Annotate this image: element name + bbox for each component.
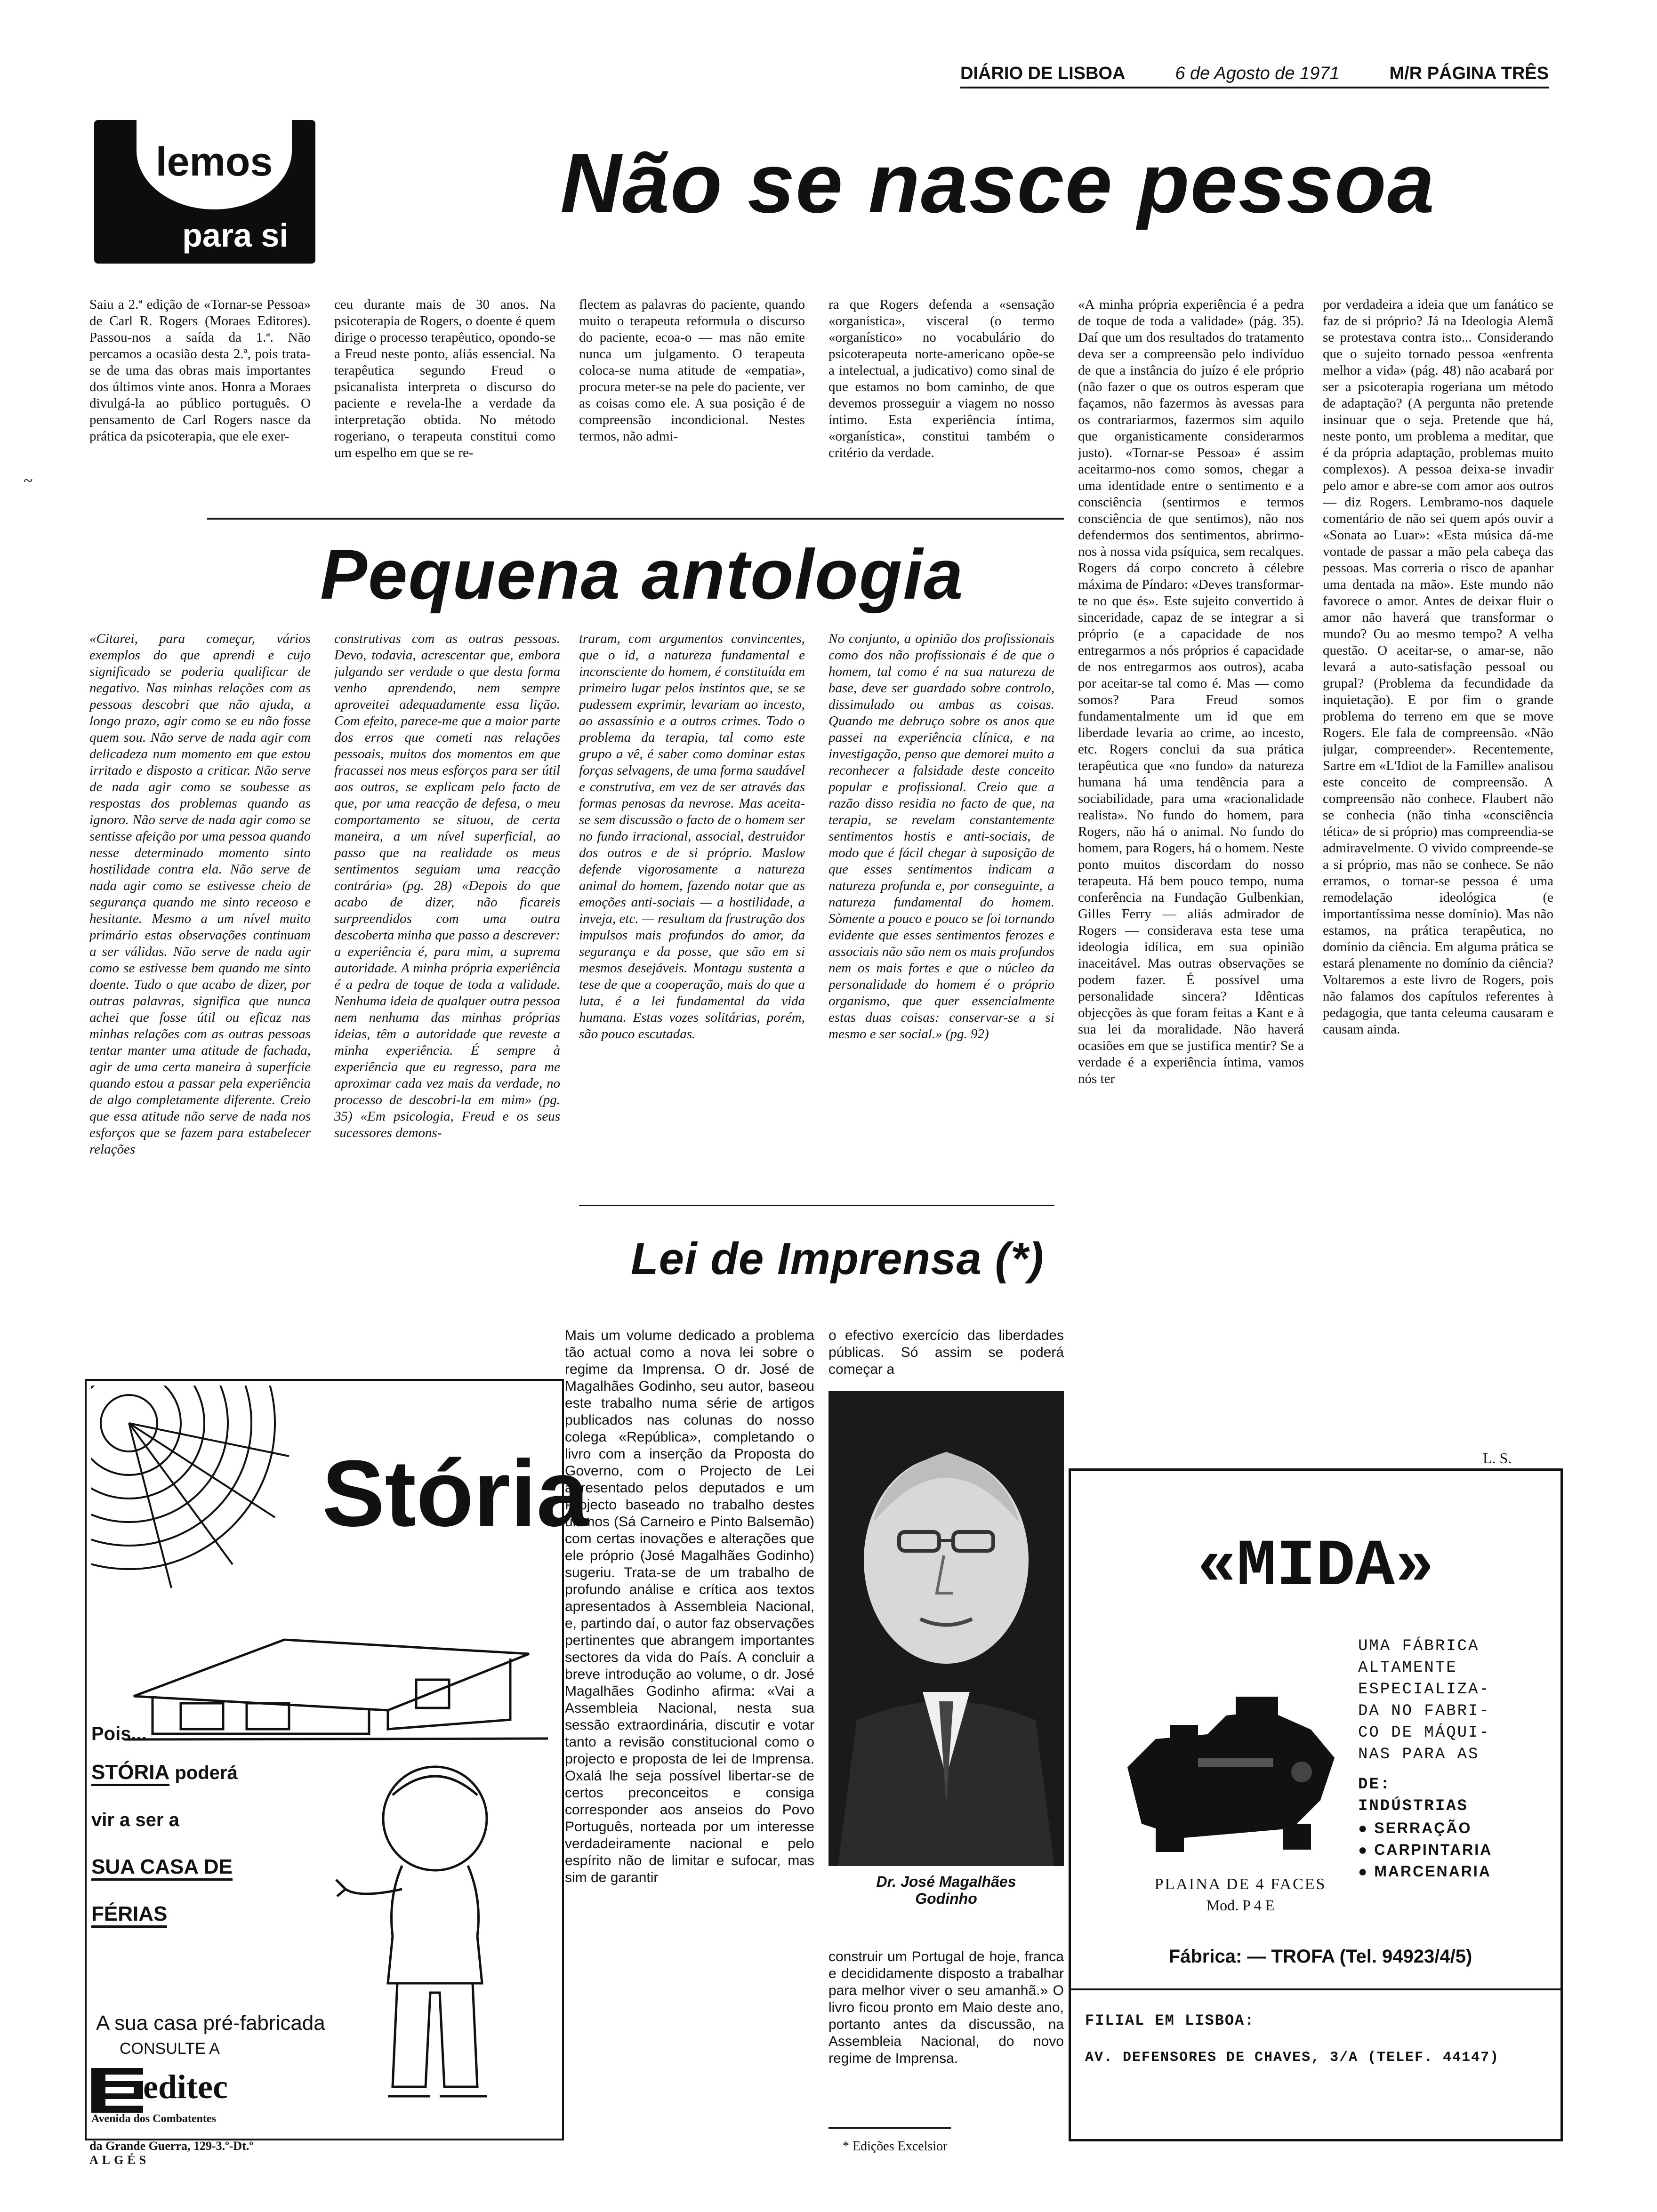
logo-line2: para si bbox=[182, 217, 289, 254]
caption-line2: Godinho bbox=[915, 1890, 977, 1907]
storia-line-podera: poderá bbox=[175, 1763, 238, 1783]
lemos-para-si-logo bbox=[94, 120, 315, 264]
mida-item-1: SERRAÇÃO bbox=[1374, 1819, 1472, 1836]
mida-rule bbox=[1071, 1988, 1560, 1990]
main-col-2: ceu durante mais de 30 anos. Na psicoterapia de Rogers, o doente é quem dirige o processo terapêutico, opondo-se a Freud neste ponto, aliás essencial. Na terapêutica segundo Freud o psicanalista interpreta o discurso do paciente e revela-lhe a verdade da interpretação obtida. No método rogeriano, o terapeuta constitui como um espelho em que se re- bbox=[334, 297, 555, 460]
lei-col-1: Mais um volume dedicado a problema tão actual como a nova lei sobre o regime da Imprensa. O dr. José de Magalhães Godinho, seu autor, baseou este trabalho numa série de artigos publicados nas colunas do nosso colega «República», completando o livro com a inserção da Proposta do Governo, com o Projecto de Lei apresentado pelos deputados e um Projecto baseado no trabalho destes últimos (Sá Carneiro e Pinto Balsemão) com certas inovações e alterações que ele próprio (José Magalhães Godinho) sugeriu. Trata-se de um trabalho de profundo análise e crítica aos textos apresentados à Assembleia Nacional, e, partindo daí, o autor faz observações pertinentes que abrangem importantes sectores da vida do País. A concluir a breve introdução ao volume, o dr. José Magalhães Godinho afirma: «Vai a Assembleia Nacional, nesta sua sessão extraordinária, discutir e votar tanto a revisão constitucional como o projecto e proposta de lei de Imprensa. Oxalá lhe seja possível libertar-se de certos preconceitos e consiga corresponder aos anseios do Povo Português, norteada por um interesse verdadeiramente nacional e pelo espírito não de limitar e sufocar, mas sim de garantir bbox=[565, 1328, 814, 1885]
main-title: Não se nasce pessoa bbox=[560, 136, 1436, 231]
page-label: M/R PÁGINA TRÊS bbox=[1389, 64, 1549, 83]
storia-line-vir: vir a ser a bbox=[91, 1810, 179, 1830]
antologia-col-2: construtivas com as outras pessoas. Devo, todavia, acrescentar que, embora julgando ser verdade o que desta forma venho aprendendo, nem sempre aproveitei adequadamente essa lição. Com efeito, parece-me que a maior parte dos erros que cometi nas relações pessoais, muitos dos momentos em que fracassei nos meus esforços para ser útil aos outros, se explicam pelo facto de que, por uma reacção de defesa, o meu comportamento se situou, de certa maneira, a um nível superficial, ao passo que na realidade os meus sentimentos seguiam uma reacção contrária» (pg. 28) «Depois do que acabo de dizer, não ficareis surpreendidos com uma outra descoberta minha que passo a descrever: a experiência é, para mim, a suprema autoridade. A minha própria experiência é a pedra de toque de toda a validade. Nenhuma ideia de qualquer outra pessoa nem nenhuma das minhas próprias ideias, têm a autoridade que reveste a minha experiência. É sempre à experiência que eu regresso, para me aproximar cada vez mais da verdade, no processo de descobri-la em mim» (pg. 35) «Em psicologia, Freud e os seus sucessores demons- bbox=[334, 631, 560, 1140]
mida-desc-6: NAS PARA AS bbox=[1358, 1746, 1480, 1763]
storia-ad bbox=[85, 1379, 589, 2140]
editec-address-1: Avenida dos Combatentes bbox=[91, 2113, 216, 2125]
article-signature: L. S. bbox=[1483, 1450, 1512, 1467]
mida-filial: FILIAL EM LISBOA: bbox=[1085, 2012, 1255, 2029]
main-col-3: flectem as palavras do paciente, quando muito o terapeuta reformula o discurso do paciente, ecoa-o — mas não emite nunca um julgamento. O terapeuta coloca-se numa atitude de «empatia», procura meter-se na pele do paciente, ver as coisas como ele. A sua posição é de compreensão incondicional. Nestes termos, não admi- bbox=[579, 297, 805, 444]
portrait-photo bbox=[828, 1391, 1064, 1866]
mida-brand: «MIDA» bbox=[1197, 1530, 1435, 1604]
mida-address: AV. DEFENSORES DE CHAVES, 3/A (TELEF. 44147) bbox=[1085, 2050, 1500, 2066]
mida-desc-2: ALTAMENTE bbox=[1358, 1659, 1457, 1677]
antologia-col-4: No conjunto, a opinião dos profissionais como dos não profissionais é de que o homem, tal como é na sua natureza de base, deve ser guardado sobre controlo, dissimulado ou ambas as coisas. Quando me debruço sobre os anos que passei na experiência clínica, e na investigação, penso que demorei muito a reconhecer a falsidade deste conceito popular e profissional. Creio que a razão disso residia no facto de que, na terapia, se revelam constantemente sentimentos hostis e anti-sociais, de modo que é fácil chegar à suposição de que esses sentimentos indicam a natureza profunda e, por conseguinte, a natureza fundamental do homem. Sòmente a pouco e pouco se foi tornando evidente que esses sentimentos ferozes e associais não são nem os mais profundos nem os mais fortes e que o núcleo da personalidade do homem é o próprio organismo, que quer essencialmente estas duas coisas: conservar-se a si mesmo e ser social.» (pg. 92) bbox=[828, 631, 1054, 1042]
mida-de: DE: bbox=[1358, 1776, 1392, 1794]
storia-line-storia: STÓRIA bbox=[91, 1761, 169, 1786]
main-col-4: ra que Rogers defenda a «sensação «organística», visceral (o termo «organístico» no vocabulário do psicoterapeuta norte-americano opõe-se a intelectual, a judicativo) como sinal de que estamos no bom caminho, de que devemos prosseguir a viagem no nosso íntimo. Esta experiência íntima, «organística», constitui também o critério da verdade. bbox=[828, 297, 1054, 460]
mida-desc-1: UMA FÁBRICA bbox=[1358, 1637, 1480, 1655]
footnote: * Edições Excelsior bbox=[843, 2139, 948, 2154]
lei-col-2-bottom: construir um Portugal de hoje, franca e decididamente disposto a trabalhar para melhor viver o seu amanhã.» O livro ficou pronto em Maio deste ano, portanto antes da discussão, na Assembleia Nacional, do novo regime de Imprensa. bbox=[828, 1949, 1064, 2066]
storia-brand: Stória bbox=[322, 1441, 589, 1546]
issue-date: 6 de Agosto de 1971 bbox=[1175, 64, 1340, 83]
paper-name: DIÁRIO DE LISBOA bbox=[960, 64, 1126, 83]
main-col-1: Saiu a 2.ª edição de «Tornar-se Pessoa» de Carl R. Rogers (Moraes Editores). Passou-nos a saída da 1.ª. Não percamos a ocasião desta 2.ª, pois trata-se de uma das obras mais importantes dos últimos vinte anos. Honra a Moraes divulgá-la ao público português. O pensamento de Carl Rogers nasce da prática da psicoterapia, que ele exer- bbox=[89, 297, 311, 444]
margin-mark: ~ bbox=[24, 471, 33, 490]
footnote-rule bbox=[828, 2127, 951, 2129]
mida-model: Mod. P 4 E bbox=[1206, 1897, 1275, 1914]
section-rule bbox=[207, 518, 1064, 520]
storia-line-sua: SUA CASA DE bbox=[91, 1855, 233, 1881]
mida-item-2: CARPINTARIA bbox=[1374, 1841, 1493, 1858]
main-col-5: «A minha própria experiência é a pedra de toque de toda a validade» (pág. 35). Daí que um dos resultados do tratamento deva ser a compreensão pelo indivíduo de que a instância do juízo é ele próprio (não fazer o que os outros esperam que façamos, não fazermos às avessas para os contrariarmos, fazermos sim aquilo que organisticamente considerarmos justo). «Tornar-se Pessoa» é assim aceitarmo-nos como somos, chegar a uma identidade entre o sentimento e a consciência (sentirmos e termos consciência de que sentimos), não nos defendermos dos sentimentos, abrirmo-nos à nossa vida psíquica, sem recalques. Rogers dá corpo concreto à célebre máxima de Píndaro: «Deves transformar-te no que és». Este sujeito convertido à sinceridade, capaz de se integrar a si próprio (e a capacidade de nos entregarmos a nós próprios é capacidade de nos entregarmos aos outros), acaba por aceitar-se tal como é. Mas — como somos? Para Freud somos fundamentalmente um id que em liberdade levaria ao crime, ao incesto, etc. Rogers conclui da sua prática terapêutica que «no fundo» da natureza humana há uma tendência para a sociabilidade, para uma «racionalidade realista». No fundo do homem, para Rogers, não há o animal. No fundo do homem, para Rogers, há o homem. Neste ponto muitos discordam do nosso terapeuta. Há bem pouco tempo, numa conferência na Fundação Gulbenkian, Gilles Ferry — aliás admirador de Rogers — considerava esta tese uma ideologia idílica, em sua opinião inaceitável. Mas outras observações se podem fazer. É possível uma personalidade sincera? Idênticas objecções às que foram feitas a Kant e à sua lei da moralidade. Não haverá ocasiões em que se justifica mentir? Se a verdade é a experiência íntima, vamos nós ter bbox=[1078, 297, 1304, 1086]
lei-title: Lei de Imprensa (*) bbox=[631, 1234, 1044, 1284]
storia-pois: Pois... bbox=[91, 1723, 147, 1744]
mida-desc-5: CO DE MÁQUI- bbox=[1358, 1724, 1490, 1742]
caption-line1: Dr. José Magalhães bbox=[876, 1873, 1016, 1890]
mida-item-3: MARCENARIA bbox=[1374, 1863, 1491, 1880]
editec-address-2: da Grande Guerra, 129-3.º-Dt.º bbox=[89, 2139, 253, 2153]
editec-name: editec bbox=[143, 2068, 228, 2106]
antologia-col-1: «Citarei, para começar, vários exemplos do que aprendi e cujo significado se poderia qualificar de negativo. Nas minhas relações com as pessoas descobri que não ajuda, a longo prazo, agir como se eu não fosse quem sou. Não serve de nada agir com delicadeza num momento em que estou irritado e disposto a criticar. Não serve de nada agir como se soubesse as respostas dos problemas quando as ignoro. Não serve de nada agir como se sentisse afeição por uma pessoa quando nesse determinado momento sinto hostilidade contra ela. Não serve de nada agir como se estivesse cheio de segurança quando me sinto receoso e hesitante. Mesmo a um nível muito primário estas observações continuam a ser válidas. Não serve de nada agir como se estivesse bem quando me sinto doente. Tudo o que acabo de dizer, por outras palavras, significa que nunca achei que fosse útil ou eficaz nas minhas relações com as outras pessoas tentar manter uma atitude de fachada, agir de uma certa maneira à superfície quando estou a passar pela experiência de algo completamente diferente. Creio que essa atitude não serve de nada nos esforços que se fazem para estabelecer relações bbox=[89, 631, 311, 1157]
editec-e-logo bbox=[91, 2068, 143, 2113]
child-drawing bbox=[331, 1757, 539, 2124]
editec-address-3: ALGÉS bbox=[89, 2153, 150, 2167]
storia-tagline: A sua casa pré-fabricada bbox=[96, 2012, 325, 2035]
logo-line1: lemos bbox=[155, 139, 273, 184]
lei-rule bbox=[579, 1205, 1054, 1206]
antologia-col-3: traram, com argumentos convincentes, que o id, a natureza fundamental e inconsciente do homem, é constituída em primeiro lugar pelos instintos que, se se pudessem exprimir, levariam ao incesto, ao assassínio e a outros crimes. Todo o problema da terapia, tal como este grupo a vê, é saber como dominar estas forças selvagens, de uma forma saudável e construtiva, em vez de ser através das formas penosas da nevrose. Mas aceita-se sem discussão o facto de o homem ser no fundo irracional, associal, destruidor dos outros e de si próprio. Maslow defende vigorosamente a natureza animal do homem, fazendo notar que as emoções anti-sociais — a hostilidade, a inveja, etc. — resultam da frustração dos impulsos mais profundos do amor, da segurança e da posse, que são em si mesmos desejáveis. Montagu sustenta a tese de que a cooperação, mais do que a luta, é a lei fundamental da vida humana. Estas vozes solitárias, porém, são pouco escutadas. bbox=[579, 631, 805, 1042]
lei-col-2-top: o efectivo exercício das liberdades públicas. Só assim se poderá começar a bbox=[828, 1328, 1064, 1377]
portrait-frame bbox=[828, 1391, 1064, 1941]
main-col-6: por verdadeira a ideia que um fanático se faz de si próprio? Já na Ideologia Alemã se protestava contra isto... Considerando que o sujeito tornado pessoa «enfrenta melhor a vida» (pág. 48) não acabará por ser a psicoterapia rogeriana um método de adaptação? (A pergunta não pretende insinuar que o seja. Pretende que há, neste ponto, um problema a meditar, que é da própria adaptação, problemas muito complexos). A pessoa deixa-se invadir pelo amor e abre-se com amor aos outros — diz Rogers. Lembramo-nos daquele comentário de não sei quem após ouvir a «Sonata ao Luar»: «Esta música dá-me vontade de passar a mão pela cabeça das pessoas. Mas correria o risco de apanhar uma dentada na mão». Este mundo não favorece o amor. Antes de deixar fluir o amor não haverá que transformar o mundo? Ou ao mesmo tempo? A velha questão. O aceitar-se, o amar-se, não levará a auto-satisfação pessoal ou grupal? (Problema da fecundidade da inquietação). E por fim o grande problema do terreno em que se move Rogers. Ele fala de compreensão. «Não julgar, compreender». Recentemente, Sartre em «L'Idiot de la Famille» analisou este conceito de compreensão. A compreensão não conhece. Flaubert não se conhecia (não tinha «consciência tética» de si próprio) mas compreendia-se admiravelmente. O vivido compreende-se a si próprio, mas não se conhece. Se não erramos, o tornar-se pessoa é uma remodelação ideológica (e importantíssima nesse domínio). Mas não estamos, na prática terapêutica, no domínio da ciência. Em alguma prática se estará plenamente no domínio da ciência? Voltaremos a este livro de Rogers, pois não falamos dos capítulos referentes à pedagogia, que tanta celeuma causaram e causam ainda. bbox=[1323, 297, 1553, 1037]
mida-machine: PLAINA DE 4 FACES bbox=[1154, 1875, 1327, 1893]
mida-desc-4: DA NO FABRI- bbox=[1358, 1702, 1490, 1720]
storia-consult: CONSULTE A bbox=[120, 2040, 220, 2058]
page-header bbox=[960, 64, 1549, 88]
mida-industrias: INDÚSTRIAS bbox=[1358, 1797, 1469, 1815]
antologia-title: Pequena antologia bbox=[320, 535, 964, 614]
mida-desc-3: ESPECIALIZA- bbox=[1358, 1681, 1490, 1699]
planer-machine bbox=[1113, 1687, 1349, 1857]
mida-desc: UMA FÁBRICA ALTAMENTE ESPECIALIZA- DA NO FABRI- CO DE MÁQUI- NAS PARA AS DE: INDÚSTRIAS ● SERRAÇÃO ● CARPINTARIA ● MARCENARIA bbox=[1358, 1635, 1546, 1882]
storia-line-ferias: FÉRIAS bbox=[91, 1902, 167, 1928]
sun-circles bbox=[91, 1386, 298, 1593]
mida-ad bbox=[1069, 1468, 1563, 2141]
mida-fabrica: Fábrica: — TROFA (Tel. 94923/4/5) bbox=[1168, 1946, 1472, 1967]
